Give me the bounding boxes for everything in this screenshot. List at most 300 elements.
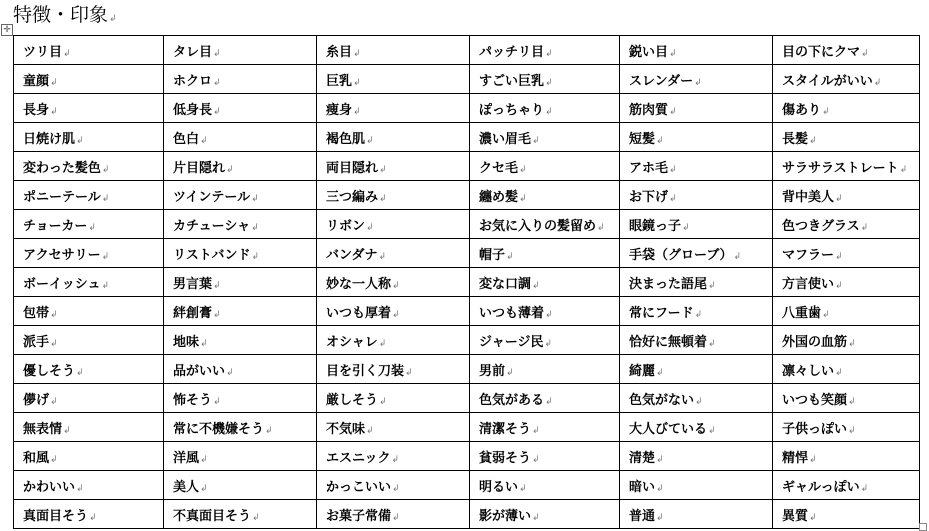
table-cell[interactable] — [14, 442, 164, 471]
cell-end-mark-icon: ↲ — [822, 106, 830, 117]
cell-end-mark-icon: ↲ — [200, 483, 208, 494]
cell-text: ホクロ — [173, 73, 213, 89]
cell-text: 日焼け肌 — [23, 131, 76, 147]
cell-text: 不真面目そう — [173, 508, 252, 524]
table-row — [14, 413, 920, 442]
table-cell[interactable] — [14, 181, 164, 210]
cell-text: 外国の血筋 — [782, 334, 848, 350]
cell-end-mark-icon: ↲ — [597, 222, 605, 233]
cell-end-mark-icon: ↲ — [379, 396, 387, 407]
cell-text: 長身 — [23, 102, 50, 118]
table-row — [14, 65, 920, 94]
cell-text: サラサラストレート — [782, 160, 899, 176]
cell-end-mark-icon: ↲ — [353, 77, 361, 88]
cell-text: 無表情 — [23, 421, 63, 437]
table-cell[interactable] — [773, 123, 920, 152]
cell-text: 清楚 — [629, 450, 656, 466]
cell-text: 巨乳 — [326, 73, 353, 89]
cell-text: マフラー — [782, 247, 835, 263]
table-cell[interactable] — [470, 65, 620, 94]
cell-text: 大人びている — [629, 421, 708, 437]
cell-text: 決まった語尾 — [629, 276, 708, 292]
cell-text: 男前 — [479, 363, 506, 379]
cell-end-mark-icon: ↲ — [50, 338, 58, 349]
cell-text: 濃い眉毛 — [479, 131, 532, 147]
cell-end-mark-icon: ↲ — [835, 367, 843, 378]
cell-text: チョーカー — [23, 218, 88, 234]
cell-text: アホ毛 — [629, 160, 669, 176]
cell-text: リストバンド — [173, 247, 251, 263]
table-cell[interactable] — [773, 500, 920, 529]
cell-end-mark-icon: ↲ — [405, 367, 413, 378]
cell-text: リボン — [326, 218, 366, 234]
cell-end-mark-icon: ↲ — [353, 106, 361, 117]
cell-text: 三つ編み — [326, 189, 379, 205]
cell-text: 目の下にクマ — [782, 44, 861, 60]
cell-text: スレンダー — [629, 73, 694, 89]
cell-text: 怖そう — [173, 392, 213, 408]
cell-end-mark-icon: ↲ — [695, 396, 703, 407]
cell-text: 優しそう — [23, 363, 76, 379]
cell-end-mark-icon: ↲ — [682, 222, 690, 233]
cell-text: ツインテール — [173, 189, 251, 205]
cell-text: 男言葉 — [173, 276, 213, 292]
cell-text: 不気味 — [326, 421, 366, 437]
cell-text: いつも笑顔 — [782, 392, 848, 408]
table-cell[interactable] — [164, 239, 317, 268]
cell-text: オシャレ — [326, 334, 378, 350]
table-cell[interactable] — [317, 384, 470, 413]
table-cell[interactable] — [773, 239, 920, 268]
table-cell[interactable] — [164, 384, 317, 413]
table-cell[interactable] — [14, 500, 164, 529]
cell-text: ポニーテール — [23, 189, 101, 205]
cell-text: 痩身 — [326, 102, 353, 118]
cell-end-mark-icon: ↲ — [545, 309, 553, 320]
table-cell[interactable] — [317, 239, 470, 268]
cell-end-mark-icon: ↲ — [50, 77, 58, 88]
cell-end-mark-icon: ↲ — [366, 222, 374, 233]
traits-table — [13, 35, 920, 529]
cell-text: 暗い — [629, 479, 656, 495]
table-cell[interactable] — [14, 152, 164, 181]
table-cell[interactable] — [164, 326, 317, 355]
cell-end-mark-icon: ↲ — [213, 106, 221, 117]
table-cell[interactable] — [773, 36, 920, 65]
table-cell[interactable] — [773, 297, 920, 326]
cell-end-mark-icon: ↲ — [656, 454, 664, 465]
cell-text: ぽっちゃり — [479, 102, 545, 118]
cell-text: いつも薄着 — [479, 305, 545, 321]
table-cell[interactable] — [620, 181, 773, 210]
cell-end-mark-icon: ↲ — [809, 135, 817, 146]
cell-end-mark-icon: ↲ — [861, 48, 869, 59]
cell-end-mark-icon: ↲ — [353, 48, 361, 59]
table-cell[interactable] — [317, 94, 470, 123]
table-move-handle-icon[interactable]: ✛ — [1, 24, 13, 36]
cell-text: 品がいい — [173, 363, 226, 379]
cell-end-mark-icon: ↲ — [50, 396, 58, 407]
table-cell[interactable] — [317, 413, 470, 442]
cell-text: お気に入りの髪留め — [479, 218, 597, 234]
cell-end-mark-icon: ↲ — [101, 280, 110, 291]
cell-end-mark-icon: ↲ — [213, 396, 221, 407]
cell-text: パッチリ目 — [479, 44, 545, 60]
cell-end-mark-icon: ↲ — [251, 222, 259, 233]
cell-end-mark-icon: ↲ — [545, 106, 553, 117]
cell-end-mark-icon: ↲ — [532, 512, 540, 523]
cell-text: ギャルっぽい — [782, 479, 860, 495]
cell-end-mark-icon: ↲ — [251, 193, 259, 204]
cell-end-mark-icon: ↲ — [76, 367, 84, 378]
cell-end-mark-icon: ↲ — [656, 483, 664, 494]
cell-text: 美人 — [173, 479, 200, 495]
table-cell[interactable] — [470, 210, 620, 239]
table-cell[interactable] — [620, 384, 773, 413]
table-row — [14, 210, 920, 239]
table-cell[interactable] — [164, 500, 317, 529]
heading-text: 特徴・印象 — [13, 4, 109, 26]
cell-text: 妙な一人称 — [326, 276, 392, 292]
cell-text: 貧弱そう — [479, 450, 532, 466]
cell-text: バンダナ — [326, 247, 378, 263]
cell-text: タレ目 — [173, 44, 213, 60]
cell-end-mark-icon: ↲ — [860, 483, 869, 494]
table-cell[interactable] — [14, 413, 164, 442]
table-cell[interactable] — [164, 123, 317, 152]
cell-text: 短髪 — [629, 131, 656, 147]
cell-end-mark-icon: ↲ — [694, 309, 703, 320]
table-row — [14, 123, 920, 152]
cell-text: 凛々しい — [782, 363, 835, 379]
cell-text: 影が薄い — [479, 508, 532, 524]
table-cell[interactable] — [164, 297, 317, 326]
cell-end-mark-icon: ↲ — [669, 106, 677, 117]
table-cell[interactable] — [620, 442, 773, 471]
cell-end-mark-icon: ↲ — [378, 251, 387, 262]
table-cell[interactable] — [164, 471, 317, 500]
table-cell[interactable] — [164, 152, 317, 181]
cell-text: 普通 — [629, 508, 656, 524]
table-row — [14, 239, 920, 268]
cell-text: 纏め髪 — [479, 189, 519, 205]
cell-end-mark-icon: ↲ — [63, 425, 71, 436]
cell-end-mark-icon: ↲ — [251, 251, 260, 262]
table-cell[interactable] — [470, 326, 620, 355]
table-cell[interactable] — [164, 210, 317, 239]
cell-end-mark-icon: ↲ — [822, 309, 830, 320]
table-cell[interactable] — [164, 181, 317, 210]
table-row — [14, 326, 920, 355]
cell-text: 鋭い目 — [629, 44, 669, 60]
table-cell[interactable] — [620, 65, 773, 94]
table-cell[interactable] — [773, 94, 920, 123]
cell-text: 厳しそう — [326, 392, 379, 408]
table-row — [14, 442, 920, 471]
table-cell[interactable] — [14, 123, 164, 152]
cell-text: 色つきグラス — [782, 218, 860, 234]
cell-text: 絆創膏 — [173, 305, 213, 321]
cell-text: 八重歯 — [782, 305, 822, 321]
cell-text: 恰好に無頓着 — [629, 334, 708, 350]
cell-end-mark-icon: ↲ — [545, 48, 553, 59]
cell-end-mark-icon: ↲ — [519, 483, 527, 494]
table-cell[interactable] — [620, 210, 773, 239]
table-cell[interactable] — [14, 268, 164, 297]
cell-end-mark-icon: ↲ — [379, 164, 387, 175]
cell-end-mark-icon: ↲ — [392, 309, 400, 320]
cell-text: 色白 — [173, 131, 200, 147]
cell-text: 常にフード — [629, 305, 694, 321]
cell-text: 色気がある — [479, 392, 545, 408]
table-cell[interactable] — [773, 442, 920, 471]
table-cell[interactable] — [470, 123, 620, 152]
table-cell[interactable] — [620, 413, 773, 442]
table-cell[interactable] — [317, 36, 470, 65]
table-cell[interactable] — [620, 152, 773, 181]
table-cell[interactable] — [317, 181, 470, 210]
table-cell[interactable] — [14, 65, 164, 94]
table-cell[interactable] — [164, 268, 317, 297]
cell-text: 両目隠れ — [326, 160, 379, 176]
table-cell[interactable] — [773, 181, 920, 210]
table-row — [14, 36, 920, 65]
table-cell[interactable] — [317, 152, 470, 181]
table-cell[interactable] — [14, 239, 164, 268]
table-row — [14, 94, 920, 123]
cell-text: 明るい — [479, 479, 519, 495]
table-cell[interactable] — [620, 326, 773, 355]
cell-text: 綺麗 — [629, 363, 656, 379]
cell-end-mark-icon: ↲ — [669, 48, 677, 59]
cell-end-mark-icon: ↲ — [392, 483, 400, 494]
table-cell[interactable] — [773, 384, 920, 413]
cell-end-mark-icon: ↲ — [545, 77, 553, 88]
cell-text: ボーイッシュ — [23, 276, 101, 292]
cell-end-mark-icon: ↲ — [252, 512, 260, 523]
cell-end-mark-icon: ↲ — [532, 280, 540, 291]
cell-end-mark-icon: ↲ — [519, 164, 527, 175]
table-cell[interactable] — [470, 94, 620, 123]
table-resize-handle[interactable] — [919, 523, 927, 531]
table-cell[interactable] — [470, 442, 620, 471]
cell-text: 常に不機嫌そう — [173, 421, 265, 437]
table-cell[interactable] — [773, 210, 920, 239]
table-cell[interactable] — [14, 326, 164, 355]
cell-text: カチューシャ — [173, 218, 251, 234]
cell-end-mark-icon: ↲ — [101, 193, 110, 204]
cell-text: クセ毛 — [479, 160, 519, 176]
cell-text: かわいい — [23, 479, 76, 495]
cell-text: 儚げ — [23, 392, 50, 408]
cell-end-mark-icon: ↲ — [200, 338, 208, 349]
table-cell[interactable] — [470, 413, 620, 442]
cell-text: 長髪 — [782, 131, 809, 147]
table-cell[interactable] — [164, 442, 317, 471]
table-cell[interactable] — [773, 268, 920, 297]
cell-end-mark-icon: ↲ — [708, 425, 716, 436]
cell-end-mark-icon: ↲ — [101, 251, 110, 262]
cell-text: かっこいい — [326, 479, 392, 495]
table-cell[interactable] — [620, 500, 773, 529]
cell-text: 清潔そう — [479, 421, 532, 437]
table-cell[interactable] — [470, 355, 620, 384]
table-cell[interactable] — [470, 500, 620, 529]
table-cell[interactable] — [620, 123, 773, 152]
table-row — [14, 355, 920, 384]
table-cell[interactable] — [317, 442, 470, 471]
cell-text: 眼鏡っ子 — [629, 218, 682, 234]
table-cell[interactable] — [773, 326, 920, 355]
table-cell[interactable] — [317, 326, 470, 355]
cell-end-mark-icon: ↲ — [89, 512, 97, 523]
document-heading — [13, 2, 117, 32]
cell-text: 子供っぽい — [782, 421, 848, 437]
table-cell[interactable] — [317, 65, 470, 94]
table-row — [14, 384, 920, 413]
cell-text: 褐色肌 — [326, 131, 366, 147]
cell-text: 異質 — [782, 508, 809, 524]
cell-end-mark-icon: ↲ — [366, 425, 374, 436]
table-cell[interactable] — [773, 65, 920, 94]
cell-text: ジャージ民 — [479, 334, 544, 350]
table-cell[interactable] — [620, 36, 773, 65]
cell-end-mark-icon: ↲ — [226, 164, 234, 175]
table-cell[interactable] — [470, 297, 620, 326]
cell-end-mark-icon: ↲ — [835, 280, 843, 291]
table-cell[interactable] — [14, 94, 164, 123]
table-cell[interactable] — [470, 268, 620, 297]
table-cell[interactable] — [620, 471, 773, 500]
cell-end-mark-icon: ↲ — [848, 338, 856, 349]
table-cell[interactable] — [317, 500, 470, 529]
table-cell[interactable] — [317, 297, 470, 326]
cell-end-mark-icon: ↲ — [265, 425, 273, 436]
cell-end-mark-icon: ↲ — [200, 135, 208, 146]
table-cell[interactable] — [317, 210, 470, 239]
cell-end-mark-icon: ↲ — [101, 164, 110, 175]
cell-end-mark-icon: ↲ — [379, 193, 387, 204]
cell-end-mark-icon: ↲ — [226, 367, 234, 378]
cell-end-mark-icon: ↲ — [860, 222, 869, 233]
table-row — [14, 152, 920, 181]
cell-end-mark-icon: ↲ — [63, 48, 71, 59]
table-cell[interactable] — [470, 36, 620, 65]
cell-text: 変わった髪色 — [23, 160, 101, 176]
cell-end-mark-icon: ↲ — [532, 425, 540, 436]
table-cell[interactable] — [14, 355, 164, 384]
cell-end-mark-icon: ↲ — [519, 193, 527, 204]
table-cell[interactable] — [164, 36, 317, 65]
cell-text: 背中美人 — [782, 189, 835, 205]
cell-end-mark-icon: ↲ — [656, 135, 664, 146]
cell-text: お菓子常備 — [326, 508, 392, 524]
table-cell[interactable] — [620, 239, 773, 268]
cell-end-mark-icon: ↲ — [656, 512, 664, 523]
cell-end-mark-icon: ↲ — [532, 454, 540, 465]
cell-text: 片目隠れ — [173, 160, 226, 176]
cell-end-mark-icon: ↲ — [50, 106, 58, 117]
cell-text: 色気がない — [629, 392, 695, 408]
cell-end-mark-icon: ↲ — [848, 425, 856, 436]
cell-text: 目を引く刀装 — [326, 363, 405, 379]
table-row — [14, 181, 920, 210]
table-cell[interactable] — [773, 152, 920, 181]
cell-end-mark-icon: ↲ — [50, 454, 58, 465]
cell-end-mark-icon: ↲ — [506, 251, 514, 262]
paragraph-mark-icon: ↲ — [109, 14, 117, 24]
table-cell[interactable] — [620, 355, 773, 384]
table-cell[interactable] — [164, 65, 317, 94]
table-cell[interactable] — [317, 268, 470, 297]
cell-end-mark-icon: ↲ — [213, 77, 221, 88]
cell-text: 筋肉質 — [629, 102, 669, 118]
cell-end-mark-icon: ↲ — [391, 454, 400, 465]
cell-end-mark-icon: ↲ — [506, 367, 514, 378]
cell-text: 変な口調 — [479, 276, 532, 292]
table-cell[interactable] — [14, 210, 164, 239]
cell-end-mark-icon: ↲ — [200, 454, 208, 465]
table-cell[interactable] — [773, 355, 920, 384]
cell-text: スタイルがいい — [782, 73, 873, 89]
table-cell[interactable] — [470, 181, 620, 210]
cell-end-mark-icon: ↲ — [848, 396, 856, 407]
table-cell[interactable] — [14, 384, 164, 413]
table-cell[interactable] — [317, 123, 470, 152]
table-cell[interactable] — [773, 471, 920, 500]
table-cell[interactable] — [470, 152, 620, 181]
table-cell[interactable] — [470, 239, 620, 268]
table-cell[interactable] — [620, 268, 773, 297]
cell-text: 包帯 — [23, 305, 50, 321]
cell-end-mark-icon: ↲ — [366, 135, 374, 146]
cell-end-mark-icon: ↲ — [213, 280, 221, 291]
cell-text: アクセサリー — [23, 247, 101, 263]
cell-end-mark-icon: ↲ — [545, 396, 553, 407]
table-cell[interactable] — [164, 94, 317, 123]
cell-text: 方言使い — [782, 276, 835, 292]
cell-text: 傷あり — [782, 102, 822, 118]
cell-end-mark-icon: ↲ — [88, 222, 96, 233]
table-cell[interactable] — [773, 413, 920, 442]
table-cell[interactable] — [620, 297, 773, 326]
table-cell[interactable] — [164, 413, 317, 442]
cell-end-mark-icon: ↲ — [392, 512, 400, 523]
cell-end-mark-icon: ↲ — [392, 280, 400, 291]
cell-end-mark-icon: ↲ — [76, 483, 84, 494]
table-cell[interactable] — [317, 471, 470, 500]
cell-text: お下げ — [629, 189, 669, 205]
cell-end-mark-icon: ↲ — [50, 309, 58, 320]
table-cell[interactable] — [470, 471, 620, 500]
cell-text: 低身長 — [173, 102, 213, 118]
cell-end-mark-icon: ↲ — [213, 48, 221, 59]
cell-text: 洋風 — [173, 450, 200, 466]
table-cell[interactable] — [14, 297, 164, 326]
table-cell[interactable] — [620, 94, 773, 123]
cell-end-mark-icon: ↲ — [809, 512, 817, 523]
table-cell[interactable] — [317, 355, 470, 384]
cell-end-mark-icon: ↲ — [378, 338, 387, 349]
table-cell[interactable] — [164, 355, 317, 384]
cell-text: いつも厚着 — [326, 305, 392, 321]
table-row — [14, 500, 920, 529]
cell-text: 手袋（グローブ） — [629, 247, 733, 263]
table-cell[interactable] — [14, 36, 164, 65]
table-cell[interactable] — [14, 471, 164, 500]
table-cell[interactable] — [470, 384, 620, 413]
cell-end-mark-icon: ↲ — [708, 280, 716, 291]
